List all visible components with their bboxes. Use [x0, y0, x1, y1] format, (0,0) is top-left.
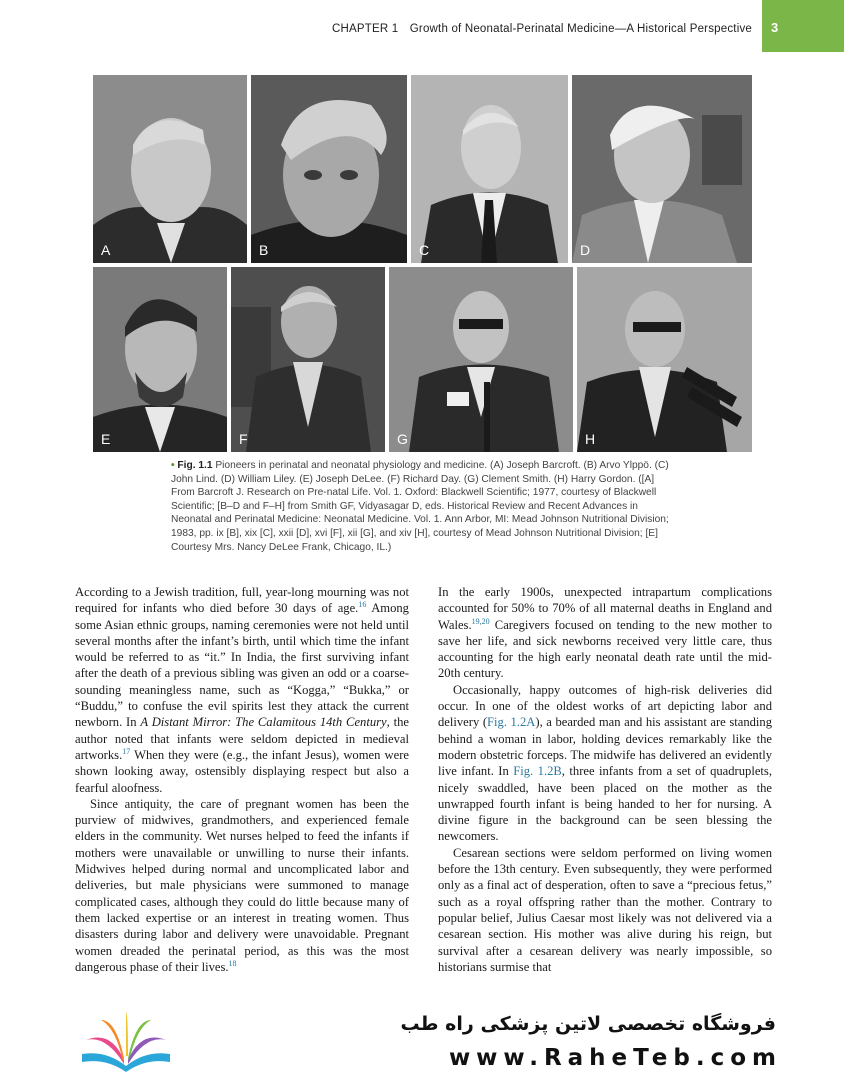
left-column — [75, 584, 409, 975]
photo-letter: E — [101, 431, 111, 447]
portrait-image-a — [93, 75, 247, 263]
photo-letter: C — [419, 242, 430, 258]
text-run: Occasionally, happy outcomes of high-risk deliveries did occur. In one of the oldest works of art depicting labor and delivery ( — [438, 682, 772, 730]
caption-text: Pioneers in perinatal and neonatal physiology and medicine. (A) Joseph Barcroft. (B) Arvo Ylppö. (C) John Lind. (D) William Liley. (E) Joseph DeLee. (F) Richard Day. (G) Clement Smith. (H) Harry Gordon. ([A] From Barcroft J. Research on Pre-natal Life. Vol. 1. Oxford: Blackwell Scientific; 1977, courtesy of Blackwell Scientific; [B–D and F–H] from Smith GF, Vidyasagar D, eds. Historical Review and Recent Advances in Neonatal and Perinatal Medicine: Neonatal Medicine. Vol. 1. Ann Arbor, MI: Mead Johnson Nutritional Division; 1983, pp. ix [B], xix [C], xxii [D], xvi [F], xii [G], and xiv [H], courtesy of Mead Johnson Nutritional Division; [E] Courtesy Mrs. Nancy DeLee Frank, Chicago, IL.) — [171, 460, 669, 553]
running-header — [0, 0, 844, 52]
photo-letter: F — [239, 431, 248, 447]
text-run: When they were (e.g., the infant Jesus), women were shown looking away, ostensibly displaying respect but also a fearful aloofness. — [75, 747, 409, 795]
page-number: 3 — [771, 20, 779, 35]
text-run: Since antiquity, the care of pregnant women has been the purview of midwives, grandmothers, and experienced female elders in the community. Wet nurses helped to feed the infants if mothers were unavailable or unwilling to nurse their infants. Midwives helped during normal and uncomplicated labor and deliveries, but male physicians were summoned to manage complicated cases, although they could do little because many of them lacked expertise or an interest in treating women. Thus disasters during labor and delivery were unavoidable. Pregnant women dreaded the perinatal period, as this was the most dangerous phase of their lives. — [75, 796, 409, 974]
portrait-photo-b — [251, 75, 407, 263]
figure-caption — [171, 459, 671, 554]
chapter-title — [332, 23, 752, 35]
text-run: Caregivers focused on tending to the new mother to save her life, and sick newborns received very little care, thus accounting for the high early neonatal death rate until the mid-20th century. — [438, 617, 772, 681]
figure-link[interactable]: Fig. 1.2A — [487, 715, 536, 730]
photo-letter: B — [259, 242, 269, 258]
text-run: , the author noted that infants were seldom depicted in medieval artworks. — [75, 715, 409, 762]
portrait-image-e — [93, 267, 227, 452]
portrait-photo-f — [231, 267, 385, 452]
brand-name-persian: فروشگاه تخصصی لاتین پزشکی راه طب — [400, 1013, 776, 1035]
photo-letter: D — [580, 242, 591, 258]
reference-link[interactable]: 17 — [122, 746, 131, 756]
photo-letter: H — [585, 431, 596, 447]
right-column — [438, 584, 772, 975]
reference-link[interactable]: 19,20 — [471, 616, 490, 626]
figure-link[interactable]: Fig. 1.2B — [513, 764, 562, 779]
text-run: , three infants from a set of quadruplets, nicely swaddled, have been placed on the mother as the unwrapped fourth infant is being handed to her for nursing. A divine figure in the background can be seen blessing the newcomers. — [438, 764, 772, 844]
page-number-tab — [762, 0, 844, 52]
figure-label: Fig. 1.1 — [177, 460, 213, 471]
paragraph — [438, 584, 772, 682]
portrait-image-h — [577, 267, 752, 452]
chapter-name: Growth of Neonatal-Perinatal Medicine—A Historical Perspective — [409, 23, 752, 35]
portrait-image-c — [411, 75, 568, 263]
brand-url[interactable]: www.RaheTeb.com — [448, 1045, 782, 1071]
portrait-image-g — [389, 267, 573, 452]
paragraph — [438, 682, 772, 845]
portrait-photo-e — [93, 267, 227, 452]
paragraph — [75, 584, 409, 796]
reference-link[interactable]: 16 — [358, 600, 367, 610]
paragraph — [75, 796, 409, 975]
portrait-image-d — [572, 75, 752, 263]
caption-bullet: • — [171, 460, 175, 471]
portrait-photo-a — [93, 75, 247, 263]
portrait-photo-g — [389, 267, 573, 452]
portrait-photo-h — [577, 267, 752, 452]
portrait-photo-d — [572, 75, 752, 263]
portrait-image-f — [231, 267, 385, 452]
text-run: Among some Asian ethnic groups, naming ceremonies were not held until several months after the infant’s birth, until which time the infant would be referred to as “it.” In India, the first surviving infant after the death of a previous sibling was given an odd or a coarse-sounding meaningless name, such as “Kogga,” “Bukka,” or “Buddu,” to confuse the evil spirits lest they attack the current newborn. In — [75, 601, 409, 730]
portrait-image-b — [251, 75, 407, 263]
photo-letter: A — [101, 242, 111, 258]
text-run: According to a Jewish tradition, full, year-long mourning was not required for infants who died before 30 days of age. — [75, 585, 409, 616]
portrait-photo-c — [411, 75, 568, 263]
photo-letter: G — [397, 431, 408, 447]
reference-link[interactable]: 18 — [228, 958, 237, 968]
chapter-label: CHAPTER 1 — [332, 23, 399, 35]
book-logo-icon — [76, 1010, 176, 1072]
text-run: In the early 1900s, unexpected intrapartum complications accounted for 50% to 70% of all maternal deaths in England and Wales. — [438, 585, 772, 632]
book-title: A Distant Mirror: The Calamitous 14th Century — [140, 715, 387, 730]
text-run: Cesarean sections were seldom performed on living women before the 13th century. Even subsequently, they were performed only as a final act of desperation, often to save a “precious fetus,” such as a royal offspring rather than the mother. Contrary to popular belief, Julius Caesar most likely was not delivered via a cesarean section. His mother was alive during his reign, but survival after a cesarean delivery was nearly impossible, so historians surmise that — [438, 845, 772, 974]
text-run: ), a bearded man and his assistant are standing behind a woman in labor, holding devices remarkably like the modern obstetric forceps. The midwife has delivered an evidently live infant. In — [438, 715, 773, 779]
paragraph — [438, 845, 772, 975]
